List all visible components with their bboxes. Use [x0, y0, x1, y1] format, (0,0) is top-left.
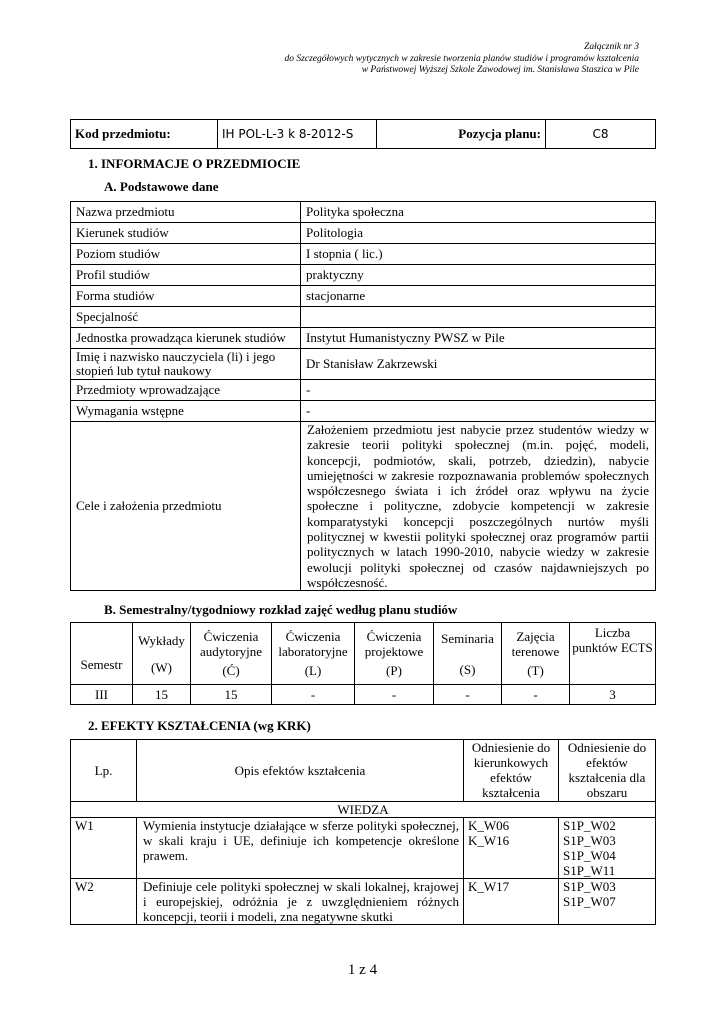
table-row	[71, 328, 656, 349]
row-value: -	[301, 401, 656, 422]
row-value: Instytut Humanistyczny PWSZ w Pile	[301, 328, 656, 349]
subsection-b-title: B. Semestralny/tygodniowy rozkład zajęć według planu studiów	[104, 602, 458, 617]
table-row	[71, 286, 656, 307]
row-key: Jednostka prowadząca kierunek studiów	[71, 328, 301, 349]
row-key: Specjalność	[71, 307, 301, 328]
schedule-header-row	[71, 623, 656, 685]
lp-header: Lp.	[71, 740, 137, 802]
outcomes-header-row	[71, 740, 656, 802]
outcome-description: Wymienia instytucje działające w sferze polityki społecznej, w skali kraju i UE, definiuje ich kompetencje określone prawem.	[137, 818, 464, 879]
seminar-header: Seminaria (S)	[434, 623, 502, 685]
outcome-id: W2	[71, 879, 137, 925]
table-row	[71, 223, 656, 244]
project-exercises-header: Ćwiczenia projektowe (P)	[355, 623, 434, 685]
field-hours: -	[502, 685, 570, 705]
auditory-hours: 15	[191, 685, 272, 705]
table-row	[71, 401, 656, 422]
field-outcome-refs: K_W06 K_W16	[464, 818, 559, 879]
row-key: Cele i założenia przedmiotu	[71, 422, 301, 591]
lecture-hours: 15	[133, 685, 191, 705]
description-header: Opis efektów kształcenia	[137, 740, 464, 802]
basic-info-table	[70, 201, 656, 591]
knowledge-group-label: WIEDZA	[71, 802, 656, 818]
section-1-title: 1. INFORMACJE O PRZEDMIOCIE	[88, 156, 301, 171]
row-value: stacjonarne	[301, 286, 656, 307]
course-goals-text: Założeniem przedmiotu jest nabycie przez studentów wiedzy w zakresie teorii polityki społecznej (m.in. pojęć, modeli, koncepcji, podmiotów, skali, potrzeb, dziedzin), nabycie umiejętności w zakresie rozpoznawania problemów społecznych współczesnego świata i ich źródeł oraz wpływu na życie społeczne i polityczne, zdobycie kompetencji w zakresie komparatystyki koncepcji poszczególnych nurtów myśli politycznej w kwestii polityki społecznej oraz programów partii politycznych w latach 1990-2010, nabycie wiedzy w zakresie ewolucji polityki społecznej od czasów najdawniejszych po współczesność.	[301, 422, 656, 591]
plan-position-value: C8	[546, 120, 656, 149]
row-key: Imię i nazwisko nauczyciela (li) i jego stopień lub tytuł naukowy	[71, 349, 301, 380]
table-row	[71, 422, 656, 591]
page-number: 1 z 4	[347, 962, 378, 978]
ects-header: Liczba punktów ECTS	[570, 623, 656, 685]
attachment-label: Załącznik nr 3	[584, 42, 639, 52]
ects-value: 3	[570, 685, 656, 705]
table-row	[71, 818, 656, 879]
project-hours: -	[355, 685, 434, 705]
area-outcome-refs: S1P_W02 S1P_W03 S1P_W04 S1P_W11	[559, 818, 656, 879]
document-header	[285, 42, 639, 77]
row-value: Dr Stanisław Zakrzewski	[301, 349, 656, 380]
row-key: Forma studiów	[71, 286, 301, 307]
row-value: -	[301, 380, 656, 401]
outcome-description: Definiuje cele polityki społecznej w skali lokalnej, krajowej i europejskiej, odróżnia je z uwzględnieniem różnych koncepcji, teorii i modeli, zna negatywne skutki	[137, 879, 464, 925]
learning-outcomes-table	[70, 739, 656, 925]
lab-hours: -	[272, 685, 355, 705]
semester-value: III	[71, 685, 133, 705]
group-row	[71, 802, 656, 818]
seminar-hours: -	[434, 685, 502, 705]
subsection-a-title: A. Podstawowe dane	[104, 179, 219, 194]
table-row	[71, 879, 656, 925]
table-row	[71, 202, 656, 223]
row-key: Wymagania wstępne	[71, 401, 301, 422]
course-code-table	[70, 119, 656, 149]
course-code-value: IH POL-L-3 k 8-2012-S	[218, 120, 377, 149]
table-row	[71, 265, 656, 286]
field-outcomes-header: Odniesienie do kierunkowych efektów kształcenia	[464, 740, 559, 802]
section-2-title: 2. EFEKTY KSZTAŁCENIA (wg KRK)	[88, 718, 311, 733]
area-outcome-refs: S1P_W03 S1P_W07	[559, 879, 656, 925]
field-outcome-refs: K_W17	[464, 879, 559, 925]
header-line-2: do Szczegółowych wytycznych w zakresie tworzenia planów studiów i programów kształcenia	[284, 53, 639, 64]
row-value: Polityka społeczna	[301, 202, 656, 223]
lecture-header: Wykłady (W)	[133, 623, 191, 685]
schedule-data-row	[71, 685, 656, 705]
row-value: I stopnia ( lic.)	[301, 244, 656, 265]
semester-header: Semestr	[71, 623, 133, 685]
plan-position-label: Pozycja planu:	[377, 120, 546, 149]
row-value	[301, 307, 656, 328]
table-row	[71, 244, 656, 265]
schedule-table	[70, 622, 656, 705]
table-row	[71, 380, 656, 401]
outcome-id: W1	[71, 818, 137, 879]
row-key: Profil studiów	[71, 265, 301, 286]
row-key: Kierunek studiów	[71, 223, 301, 244]
row-key: Poziom studiów	[71, 244, 301, 265]
auditory-exercises-header: Ćwiczenia audytoryjne (Ć)	[191, 623, 272, 685]
field-classes-header: Zajęcia terenowe (T)	[502, 623, 570, 685]
lab-exercises-header: Ćwiczenia laboratoryjne (L)	[272, 623, 355, 685]
header-line-3: w Państwowej Wyższej Szkole Zawodowej im. Stanisława Staszica w Pile	[361, 65, 639, 75]
row-value: Politologia	[301, 223, 656, 244]
row-value: praktyczny	[301, 265, 656, 286]
row-key: Przedmioty wprowadzające	[71, 380, 301, 401]
area-outcomes-header: Odniesienie do efektów kształcenia dla obszaru	[559, 740, 656, 802]
course-code-label: Kod przedmiotu:	[71, 120, 218, 149]
table-row	[71, 307, 656, 328]
table-row	[71, 349, 656, 380]
row-key: Nazwa przedmiotu	[71, 202, 301, 223]
